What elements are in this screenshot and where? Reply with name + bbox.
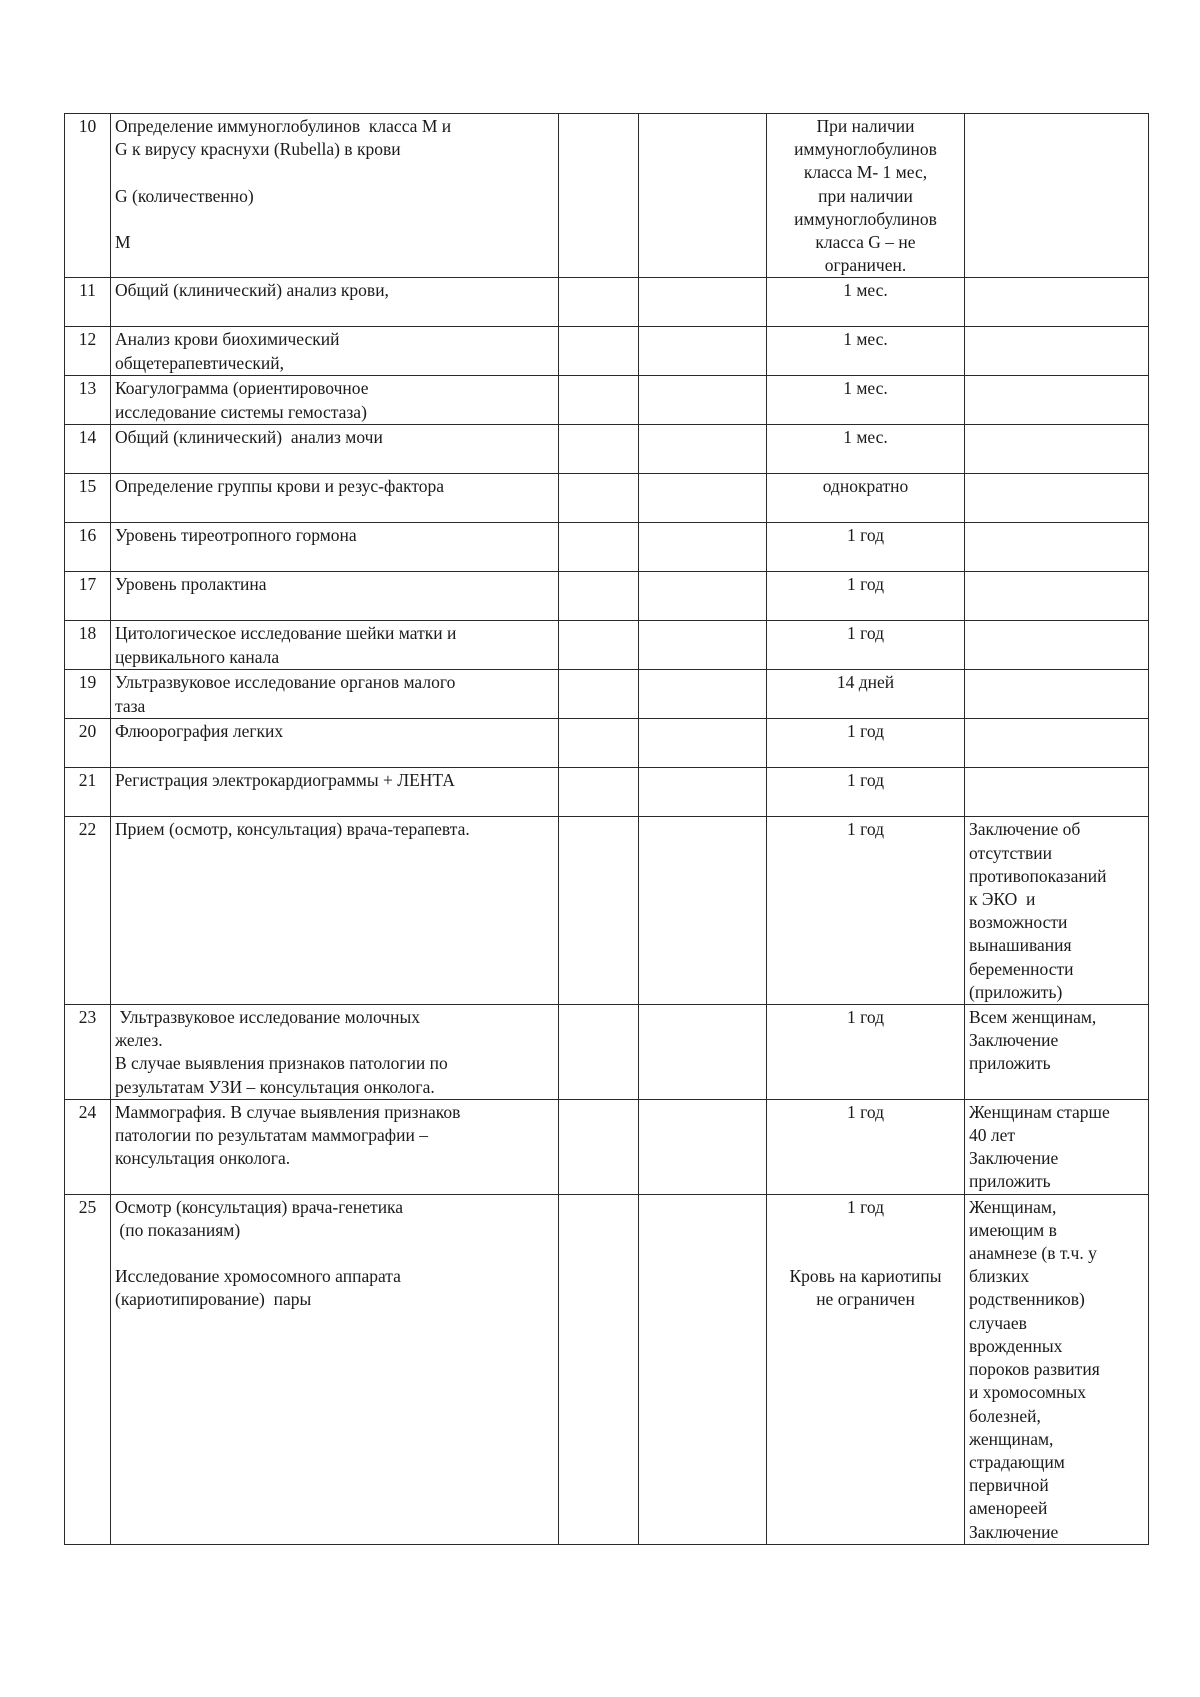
validity-period: 1 год xyxy=(767,523,965,572)
validity-period: 1 мес. xyxy=(767,425,965,474)
validity-period: 1 год xyxy=(767,572,965,621)
table-row xyxy=(65,425,1149,474)
empty-cell xyxy=(639,572,767,621)
validity-period: 1 мес. xyxy=(767,376,965,425)
examination-name: Общий (клинический) анализ крови, xyxy=(111,278,559,327)
note-cell: Женщинам старше 40 лет Заключение приложить xyxy=(965,1099,1149,1194)
row-number: 24 xyxy=(65,1099,111,1194)
examination-name: Ультразвуковое исследование органов малого таза xyxy=(111,670,559,719)
empty-cell xyxy=(559,1194,639,1544)
examination-name: Прием (осмотр, консультация) врача-терапевта. xyxy=(111,817,559,1005)
empty-cell xyxy=(639,670,767,719)
table-row xyxy=(65,572,1149,621)
examination-name: Определение группы крови и резус-фактора xyxy=(111,474,559,523)
table-row xyxy=(65,327,1149,376)
examination-name: Анализ крови биохимический общетерапевтический, xyxy=(111,327,559,376)
note-cell xyxy=(965,621,1149,670)
note-cell xyxy=(965,572,1149,621)
validity-period: 1 год Кровь на кариотипы не ограничен xyxy=(767,1194,965,1544)
examination-name: Флюорография легких xyxy=(111,719,559,768)
requirements-table xyxy=(64,113,1149,1545)
empty-cell xyxy=(559,114,639,278)
examination-name: Ультразвуковое исследование молочных желез. В случае выявления признаков патологии по результатам УЗИ – консультация онколога. xyxy=(111,1005,559,1100)
note-cell: Заключение об отсутствии противопоказаний к ЭКО и возможности вынашивания беременности (приложить) xyxy=(965,817,1149,1005)
validity-period: 14 дней xyxy=(767,670,965,719)
validity-period: При наличии иммуноглобулинов класса М- 1 мес, при наличии иммуноглобулинов класса G – не ограничен. xyxy=(767,114,965,278)
empty-cell xyxy=(639,1099,767,1194)
examination-name: Коагулограмма (ориентировочное исследование системы гемостаза) xyxy=(111,376,559,425)
examination-name: Уровень тиреотропного гормона xyxy=(111,523,559,572)
validity-period: 1 мес. xyxy=(767,327,965,376)
empty-cell xyxy=(639,768,767,817)
empty-cell xyxy=(559,474,639,523)
row-number: 13 xyxy=(65,376,111,425)
validity-period: однократно xyxy=(767,474,965,523)
empty-cell xyxy=(559,621,639,670)
note-cell xyxy=(965,474,1149,523)
table-row xyxy=(65,719,1149,768)
note-cell xyxy=(965,425,1149,474)
table-body xyxy=(65,114,1149,1545)
table-row xyxy=(65,1099,1149,1194)
table-row xyxy=(65,278,1149,327)
examination-name: Маммография. В случае выявления признаков патологии по результатам маммографии – консультация онколога. xyxy=(111,1099,559,1194)
table-row xyxy=(65,474,1149,523)
row-number: 25 xyxy=(65,1194,111,1544)
row-number: 16 xyxy=(65,523,111,572)
empty-cell xyxy=(559,670,639,719)
empty-cell xyxy=(559,523,639,572)
validity-period: 1 год xyxy=(767,719,965,768)
note-cell xyxy=(965,376,1149,425)
examination-name: Регистрация электрокардиограммы + ЛЕНТА xyxy=(111,768,559,817)
empty-cell xyxy=(559,376,639,425)
examination-name: Осмотр (консультация) врача-генетика (по показаниям) Исследование хромосомного аппарата (кариотипирование) пары xyxy=(111,1194,559,1544)
table-row xyxy=(65,376,1149,425)
empty-cell xyxy=(639,1194,767,1544)
note-cell xyxy=(965,114,1149,278)
row-number: 14 xyxy=(65,425,111,474)
empty-cell xyxy=(559,278,639,327)
empty-cell xyxy=(559,327,639,376)
row-number: 20 xyxy=(65,719,111,768)
empty-cell xyxy=(639,1005,767,1100)
validity-period: 1 год xyxy=(767,768,965,817)
examination-name: Общий (клинический) анализ мочи xyxy=(111,425,559,474)
validity-period: 1 год xyxy=(767,817,965,1005)
table-row xyxy=(65,768,1149,817)
row-number: 18 xyxy=(65,621,111,670)
examination-name: Цитологическое исследование шейки матки и цервикального канала xyxy=(111,621,559,670)
examination-name: Уровень пролактина xyxy=(111,572,559,621)
row-number: 21 xyxy=(65,768,111,817)
empty-cell xyxy=(559,817,639,1005)
empty-cell xyxy=(639,376,767,425)
row-number: 23 xyxy=(65,1005,111,1100)
note-cell xyxy=(965,768,1149,817)
empty-cell xyxy=(639,327,767,376)
note-cell xyxy=(965,670,1149,719)
empty-cell xyxy=(559,1005,639,1100)
row-number: 19 xyxy=(65,670,111,719)
empty-cell xyxy=(639,474,767,523)
row-number: 15 xyxy=(65,474,111,523)
row-number: 17 xyxy=(65,572,111,621)
empty-cell xyxy=(559,425,639,474)
validity-period: 1 год xyxy=(767,1005,965,1100)
row-number: 12 xyxy=(65,327,111,376)
table-row xyxy=(65,114,1149,278)
validity-period: 1 год xyxy=(767,1099,965,1194)
empty-cell xyxy=(559,1099,639,1194)
row-number: 11 xyxy=(65,278,111,327)
table-row xyxy=(65,1194,1149,1544)
empty-cell xyxy=(559,768,639,817)
row-number: 22 xyxy=(65,817,111,1005)
empty-cell xyxy=(559,719,639,768)
table-row xyxy=(65,817,1149,1005)
validity-period: 1 год xyxy=(767,621,965,670)
empty-cell xyxy=(639,114,767,278)
examination-name: Определение иммуноглобулинов класса М и G к вирусу краснухи (Rubella) в крови G (количественно) M xyxy=(111,114,559,278)
empty-cell xyxy=(639,278,767,327)
row-number: 10 xyxy=(65,114,111,278)
table-row xyxy=(65,1005,1149,1100)
table-row xyxy=(65,670,1149,719)
empty-cell xyxy=(639,621,767,670)
empty-cell xyxy=(559,572,639,621)
note-cell: Всем женщинам, Заключение приложить xyxy=(965,1005,1149,1100)
note-cell xyxy=(965,278,1149,327)
empty-cell xyxy=(639,817,767,1005)
empty-cell xyxy=(639,425,767,474)
table-row xyxy=(65,621,1149,670)
empty-cell xyxy=(639,523,767,572)
note-cell xyxy=(965,719,1149,768)
table-row xyxy=(65,523,1149,572)
validity-period: 1 мес. xyxy=(767,278,965,327)
note-cell xyxy=(965,523,1149,572)
empty-cell xyxy=(639,719,767,768)
note-cell xyxy=(965,327,1149,376)
note-cell: Женщинам, имеющим в анамнезе (в т.ч. у близких родственников) случаев врожденных пороков развития и хромосомных болезней, женщинам, страдающим первичной аменореей Заключение xyxy=(965,1194,1149,1544)
